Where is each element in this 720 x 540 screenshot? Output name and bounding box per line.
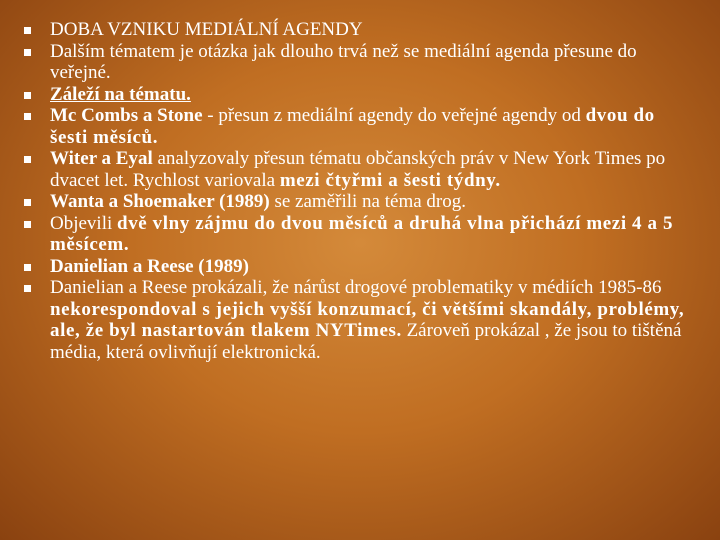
bullet-text: Objevili <box>50 212 118 234</box>
bullet-text-bold: dvou do šesti měsíců. <box>50 105 655 148</box>
bullet-text-bold: mezi čtyřmi a šesti týdny. <box>279 169 501 191</box>
square-bullet-icon <box>24 92 31 99</box>
bullet-text-bold: nekorespondoval s jejich vyšší konzumací, či většími skandály, problémy, ale, že byl nastartován tlakem NYTimes. <box>50 298 685 341</box>
square-bullet-icon <box>24 221 31 228</box>
bullet-item <box>24 256 694 278</box>
bullet-item <box>24 41 694 84</box>
bullet-text-bold: Mc Combs a Stone <box>50 105 203 126</box>
square-bullet-icon <box>24 199 31 206</box>
bullet-text: se zaměřili na téma drog. <box>269 191 466 212</box>
bullet-text-bold: Witer a Eyal <box>50 148 153 169</box>
bullet-text-bold: Danielian a Reese (1989) <box>50 255 249 277</box>
square-bullet-icon <box>24 285 31 292</box>
bullet-list <box>24 19 694 363</box>
square-bullet-icon <box>24 27 31 34</box>
bullet-text: analyzovaly přesun tématu občanských práv v New York Times po dvacet let. Rychlost variovala <box>50 148 666 191</box>
bullet-item <box>24 105 694 148</box>
bullet-item <box>24 277 694 363</box>
bullet-text: Záleží na tématu. <box>50 83 191 105</box>
bullet-item <box>24 148 694 191</box>
bullet-item <box>24 84 694 106</box>
bullet-text: Danielian a Reese prokázali, že nárůst drogové problematiky v médiích 1985-86 <box>50 277 662 298</box>
square-bullet-icon <box>24 49 31 56</box>
bullet-text: DOBA VZNIKU MEDIÁLNÍ AGENDY <box>50 19 363 40</box>
bullet-item <box>24 191 694 213</box>
square-bullet-icon <box>24 156 31 163</box>
square-bullet-icon <box>24 264 31 271</box>
bullet-item <box>24 19 694 41</box>
bullet-text: Dalším tématem je otázka jak dlouho trvá než se mediální agenda přesune do veřejné. <box>50 40 637 83</box>
bullet-text: - přesun z mediální agendy do veřejné agendy od <box>202 105 586 126</box>
bullet-text: Zároveň prokázal , že jsou to tištěná média, která ovlivňují elektronická. <box>50 320 682 363</box>
bullet-text-bold: Wanta a Shoemaker (1989) <box>50 191 270 212</box>
bullet-item <box>24 213 694 256</box>
bullet-text-bold: dvě vlny zájmu do dvou měsíců a druhá vlna přichází mezi 4 a 5 měsícem. <box>50 212 674 255</box>
square-bullet-icon <box>24 113 31 120</box>
